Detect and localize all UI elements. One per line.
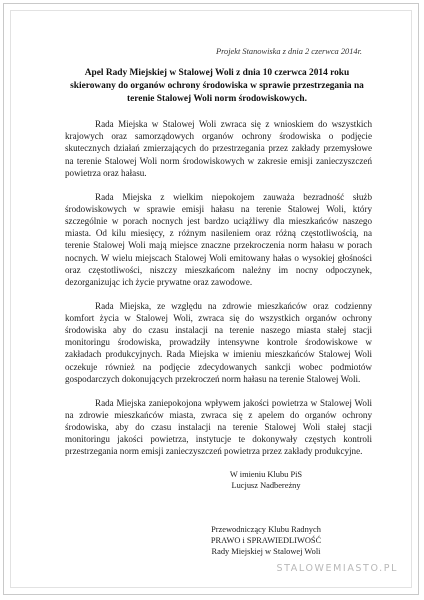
- document-body: [65, 118, 372, 469]
- document-page: [3, 3, 419, 595]
- signature-club-line-1: W imieniu Klubu PiS: [229, 470, 303, 479]
- paragraph-2: Rada Miejska z wielkim niepokojem zauważa bezradność służb środowiskowych w sprawie emisji hałasu na terenie Stalowej Woli, który szczególnie w porach nocnych jest bardzo uciążliwy dla mieszkańców naszego miasta. Od kilu miesięcy, z różnym nasileniem oraz różną częstotliwością, na terenie Stalowej Woli mają miejsce znaczne przekroczenia norm hałasu w porach nocnych. W wielu miejscach Stalowej Woli emitowany hałas o wysokiej głośności oraz częstotliwości, niszczy mieszkańcom należny im nocny odpoczynek, dezorganizując ich życie prywatne oraz zawodowe.: [65, 191, 372, 287]
- signature-club: [4, 469, 418, 491]
- document-title: Apel Rady Miejskiej w Stalowej Woli z dnia 10 czerwca 2014 roku skierowany do organów ochrony środowiska w sprawie przestrzegania na terenie Stalowej Woli norm środowiskowych.: [70, 68, 364, 104]
- signature-chair: [4, 524, 418, 557]
- signature-chair-line-1: Przewodniczący Klubu Radnych: [211, 525, 321, 534]
- signature-chair-line-3: Rady Miejskiej w Stalowej Woli: [211, 547, 321, 556]
- paragraph-3: Rada Miejska, ze względu na zdrowie mieszkańców oraz codzienny komfort życia w Stalowej Woli, zwraca się do wszystkich organów ochrony środowiska aby do czasu instalacji na terenie naszego miasta stałej stacji monitoringu środowiska, prowadziły intensywne kontrole środowiskowe w zakładach produkcyjnych. Rada Miejska w imieniu mieszkańców Stalowej Woli oczekuje również na podjęcie zdecydowanych sankcji wobec podmiotów gospodarczych dokonujących przekroczeń norm hałasu na terenie Stalowej Woli.: [65, 300, 372, 384]
- signature-chair-line-2: PRAWO i SPRAWIEDLIWOŚĆ: [210, 536, 322, 545]
- watermark: STALOWEMIASTO.PL: [276, 563, 398, 574]
- signature-club-line-2: Lucjusz Nadbereżny: [231, 481, 301, 490]
- paragraph-4: Rada Miejska zaniepokojona wpływem jakości powietrza w Stalowej Woli na zdrowie mieszkańców miasta, zwraca się z apelem do organów ochrony środowiska, aby do czasu instalacji na terenie Stalowej Woli stałej stacji monitoringu jakości powietrza, instytucje te dokonywały częstych kontroli przestrzegania norm emisji zanieczyszczeń powietrza przez zakłady produkcyjne.: [65, 397, 372, 457]
- dateline: Projekt Stanowiska z dnia 2 czerwca 2014r.: [215, 47, 362, 56]
- paragraph-1: Rada Miejska w Stalowej Woli zwraca się z wnioskiem do wszystkich krajowych oraz samorządowych organów ochrony środowiska o podjęcie skutecznych działań zmierzających do przestrzegania przez zakłady przemysłowe na terenie Stalowej Woli norm środowiskowych w zakresie emisji zanieczyszczeń powietrza oraz hałasu.: [65, 119, 372, 178]
